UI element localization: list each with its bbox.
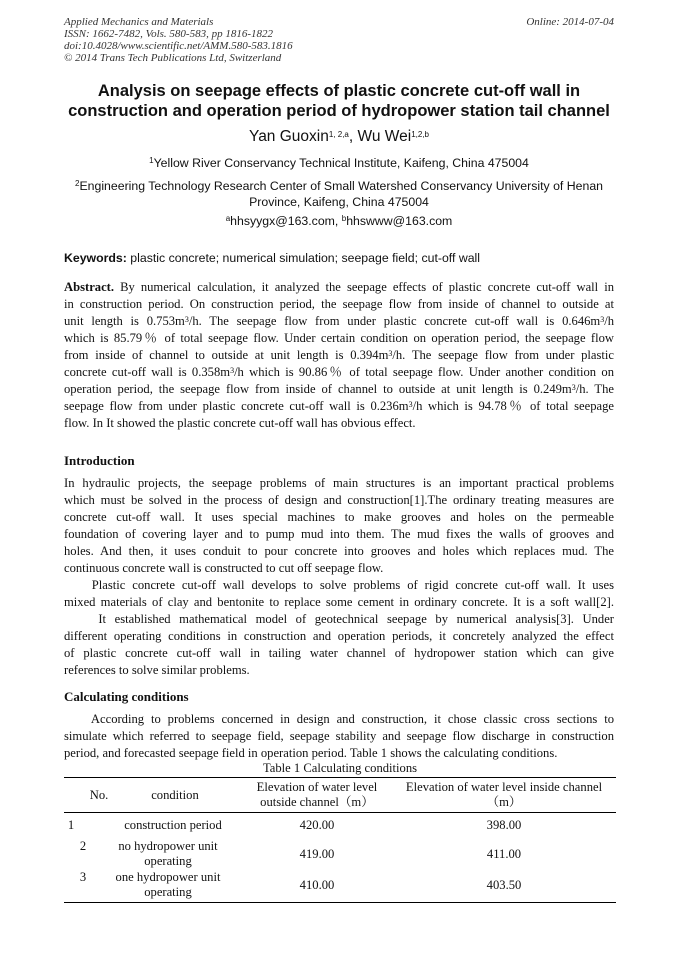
abstract-line: which is 85.79％ of total seepage flow. Under certain condition on operation period, the seepage flow [64, 331, 614, 345]
intro-line: continuous concrete wall is constructed to cut off seepage flow. [64, 561, 384, 575]
calc-line: simulate which referred to seepage field, seepage stability and seepage flow discharge in construction [64, 729, 614, 743]
author-2: Wu Wei [357, 128, 412, 145]
superscript: 3 [388, 349, 393, 358]
affiliation-1-text: Yellow River Conservancy Technical Institute, Kaifeng, China 475004 [153, 156, 529, 170]
row-no: 3 [79, 870, 87, 884]
row-inside: 403.50 [486, 878, 522, 892]
email-a[interactable]: hhsyygx@163.com, [230, 214, 342, 228]
abstract-line [64, 365, 614, 380]
row-no: 1 [67, 818, 75, 832]
abstract-text: /h. The seepage flow from under plastic concrete cut-off wall is 0.646m [188, 314, 601, 328]
abstract-text: concrete cut-off wall is 0.358m [64, 365, 231, 379]
intro-line: of plastic concrete cut-off wall in tailing water channel of hydropower station which can give [64, 646, 614, 660]
row-outside: 420.00 [299, 818, 335, 832]
title-line-2: construction and operation period of hydropower station tail channel [68, 102, 610, 120]
emails [40, 213, 638, 229]
intro-line: different operating conditions in construction and operation periods, it concretely analyzed the effect [64, 629, 614, 643]
abstract-text: /h. The seepage flow from under plastic [392, 348, 615, 362]
row-inside: 398.00 [486, 818, 522, 832]
superscript: 3 [571, 383, 576, 392]
paper-title [40, 81, 638, 121]
header-no: No. [89, 788, 109, 802]
intro-line: mixed materials of clay and bentonite to replace some cement in ordinary concrete. It is a soft wall[2]. [64, 595, 614, 609]
issn-info: ISSN: 1662-7482, Vols. 580-583, pp 1816-1822 [64, 28, 273, 40]
abstract-text: /h [604, 314, 614, 328]
calc-line: According to problems concerned in design and construction, it chose classic cross sections to [64, 712, 614, 726]
title-line-1: Analysis on seepage effects of plastic concrete cut-off wall in [97, 82, 581, 100]
header-condition: condition [151, 788, 199, 802]
abstract-line [64, 382, 614, 397]
header-outside [247, 780, 387, 810]
row-condition: construction period [124, 818, 222, 832]
abstract-text: /h. The [575, 382, 614, 396]
calc-line: period, and forecasted seepage field in operation period. Table 1 shows the calculating conditions. [64, 746, 558, 760]
authors [40, 127, 638, 147]
intro-line: which must be solved in the process of design and construction[1].The ordinary treating measures are [64, 493, 614, 507]
abstract-label: Abstract. [64, 280, 115, 294]
row-condition [98, 839, 238, 869]
superscript: 3 [184, 315, 189, 324]
abstract-text: /h which is 90.86％ of total seepage flow. Under another condition on [234, 365, 614, 379]
journal-name: Applied Mechanics and Materials [64, 16, 214, 28]
intro-line: It established mathematical model of geotechnical seepage by numerical analysis[3]. Under [64, 612, 614, 626]
abstract-text: /h which is 94.78％ of total seepage [412, 399, 614, 413]
abstract-line [64, 348, 614, 363]
row-condition [98, 870, 238, 900]
abstract-line: flow. In It showed the plastic concrete cut-off wall has obvious effect. [64, 416, 416, 430]
abstract-text: By numerical calculation, it analyzed the seepage effects of plastic concrete cut-off wall in [114, 280, 614, 294]
superscript: 3 [230, 366, 235, 375]
author-2-sup: 1,2,b [411, 130, 429, 139]
email-b-sup: b [341, 214, 347, 223]
abstract-line [64, 314, 614, 329]
affiliation-2-line-2: Province, Kaifeng, China 475004 [249, 195, 429, 209]
table-caption: Table 1 Calculating conditions [262, 761, 418, 775]
intro-line: holes. And then, it uses conduit to pour concrete into grooves and holes which replaces mud. The [64, 544, 614, 558]
copyright-info: © 2014 Trans Tech Publications Ltd, Switzerland [64, 52, 282, 64]
abstract-text: unit length is 0.753m [64, 314, 185, 328]
row-outside: 419.00 [299, 847, 335, 861]
abstract-text: from inside of channel to outside at unit length is 0.394m [64, 348, 389, 362]
affiliation-2-sup: 2 [74, 179, 80, 188]
intro-line: references to solve similar problems. [64, 663, 250, 677]
table-header-rule [64, 812, 616, 813]
abstract-text: seepage flow from under plastic concrete cut-off wall is 0.236m [64, 399, 409, 413]
affiliation-2-text: Engineering Technology Research Center of Small Watershed Conservancy University of Henan [79, 179, 604, 193]
superscript: 3 [408, 400, 413, 409]
conditions-table [64, 778, 616, 903]
abstract-text: operation period, the seepage flow from inside of channel to outside at unit length is 0.249m [64, 382, 572, 396]
keywords-text: plastic concrete; numerical simulation; seepage field; cut-off wall [126, 251, 481, 265]
keywords-label: Keywords: [64, 251, 127, 265]
row-outside: 410.00 [299, 878, 335, 892]
table-bottom-rule [64, 902, 616, 903]
abstract-line: in construction period. On construction period, the seepage flow from inside of channel to outside at [64, 297, 614, 311]
header-outside-line-1: Elevation of water level [256, 780, 378, 794]
abstract-line [64, 280, 614, 295]
row-no: 2 [79, 839, 87, 853]
header-inside-line-2: （m） [486, 795, 522, 809]
email-b[interactable]: hhswww@163.com [346, 214, 453, 228]
affiliation-2-line-1 [40, 178, 638, 194]
row-inside: 411.00 [486, 847, 522, 861]
author-1-sup: 1, 2,a [328, 130, 349, 139]
row-condition-line-1: one hydropower unit [115, 870, 221, 884]
calculating-heading: Calculating conditions [64, 689, 189, 704]
header-inside-line-1: Elevation of water level inside channel [405, 780, 603, 794]
doi-info: doi:10.4028/www.scientific.net/AMM.580-583.1816 [64, 40, 293, 52]
abstract-line [64, 399, 614, 414]
author-separator: , [348, 128, 358, 145]
row-condition-line-1: no hydropower unit [118, 839, 218, 853]
affiliation-1 [40, 155, 638, 171]
introduction-heading: Introduction [64, 453, 135, 468]
superscript: 3 [600, 315, 605, 324]
affiliation-2 [40, 178, 638, 210]
intro-line: In hydraulic projects, the seepage problems of main structures is an important practical problems [64, 476, 614, 490]
header-outside-line-2: outside channel（m） [260, 795, 374, 809]
intro-line: concrete cut-off wall. It uses special machines to make grooves and holes on the permeable [64, 510, 614, 524]
email-a-sup: a [225, 214, 231, 223]
row-condition-line-2: operating [144, 854, 192, 868]
intro-line: Plastic concrete cut-off wall develops to solve problems of rigid concrete cut-off wall. It uses [64, 578, 614, 592]
keywords [64, 250, 480, 266]
author-1: Yan Guoxin [249, 128, 329, 145]
affiliation-1-sup: 1 [149, 156, 154, 165]
header-inside [394, 780, 614, 810]
online-date: Online: 2014-07-04 [526, 16, 614, 28]
row-condition-line-2: operating [144, 885, 192, 899]
intro-line: foundation of covering layer and to pump mud into them. The mud fixes the walls of grooves and [64, 527, 614, 541]
